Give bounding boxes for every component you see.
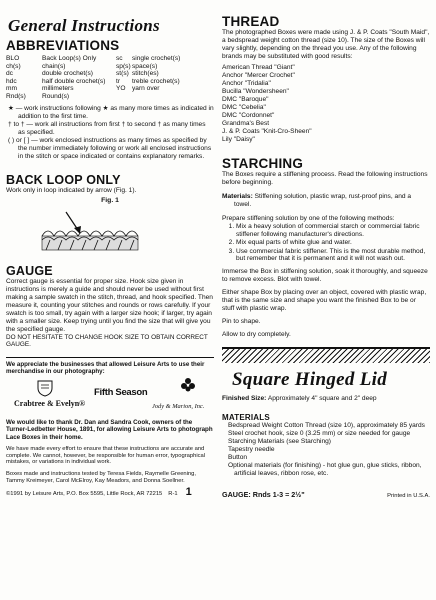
abbreviation-code: Rnd(s) xyxy=(6,92,26,100)
copyright-text: ©1991 by Leisure Arts, P.O. Box 5595, Little Rock, AR 72215 xyxy=(6,490,163,497)
starching-immerse: Immerse the Box in stiffening solution, soak it thoroughly, and squeeze to remove excess. Blot with towel. xyxy=(222,267,428,283)
page-number: 1 xyxy=(185,485,192,498)
thread-text: The photographed Boxes were made using J. & P. Coats "South Maid", a bedspread weight cotton thread (size 10). The size of the Boxes will vary slightly, depending on the thread you use. Any of the following brands may be substituted with good results: xyxy=(222,29,430,60)
back-loop-illustration xyxy=(6,206,212,260)
lid-material-item: Tapestry needle xyxy=(228,445,275,453)
abbreviation-meaning xyxy=(132,93,212,101)
printed-in: Printed in U.S.A. xyxy=(387,492,430,499)
abbreviation-code: hdc xyxy=(6,77,17,85)
symbol-notes xyxy=(6,105,214,161)
lid-material-item: Button xyxy=(228,453,248,461)
fig-1-label: Fig. 1 xyxy=(101,196,119,204)
abbreviation-meaning: millimeters xyxy=(42,85,74,93)
gauge-caps-note: DO NOT HESITATE TO CHANGE HOOK SIZE TO OBTAIN CORRECT GAUGE. xyxy=(6,333,208,349)
abbreviation-meaning: Back Loop(s) Only xyxy=(42,55,97,62)
lid-material-item: Bedspread Weight Cotton Thread (size 10), approximately 85 yards xyxy=(228,421,425,429)
gauge-text: Correct gauge is essential for proper size. Hook size given in instructions is merely a guide and should never be used without first making a sample swatch in the stitch, thread, and hook specified. Then measure it, counting your stitches and rounds or rows carefully. If your swatch is too small, try again with a larger size hook; if larger, try again with a smaller size. Keep trying until you find the size that will give you the specified gauge. xyxy=(6,277,213,333)
abbreviation-meaning: chain(s) xyxy=(42,62,66,70)
thread-heading: THREAD xyxy=(222,14,280,29)
abbreviation-meaning: stitch(es) xyxy=(132,70,159,78)
abbreviation-code: BLO xyxy=(6,55,20,62)
crabtree-evelyn-logo: Crabtree & Evelyn® xyxy=(14,399,86,409)
thread-brand-item: Lily "Daisy" xyxy=(222,136,255,143)
sponsors-intro: We appreciate the businesses that allowed Leisure Arts to use their merchandise in our photography: xyxy=(6,360,205,375)
abbreviation-code: sp(s) xyxy=(116,62,131,70)
thread-brand-item: Grandma's Best xyxy=(222,120,270,127)
sponsor-logos xyxy=(6,375,214,419)
abbreviation-code: YO xyxy=(116,85,126,93)
lid-material-item: Starching Materials (see Starching) xyxy=(228,437,331,445)
right-column xyxy=(222,0,430,500)
back-loop-only-heading: BACK LOOP ONLY xyxy=(6,172,121,187)
abbreviation-code: ch(s) xyxy=(6,62,21,70)
copyright-line xyxy=(6,486,214,498)
starching-materials-text: Stiffening solution, plastic wrap, rust-proof pins, and a towel. xyxy=(234,193,412,208)
abbreviation-meaning: space(s) xyxy=(132,62,158,70)
star-note: ★ — work instructions following ★ as many more times as indicated in addition to the first time. xyxy=(8,104,214,120)
starching-dry: Allow to dry completely. xyxy=(222,330,291,338)
starching-method-item: 1. Mix a heavy solution of commercial starch or commercial fabric stiffener following manufacturer's directions. xyxy=(236,223,430,238)
thread-brand-item: J. & P. Coats "Knit-Cro-Sheen" xyxy=(222,128,312,135)
abbreviation-code xyxy=(116,93,132,101)
thread-brand-list xyxy=(222,64,430,144)
thread-brand-item: DMC "Baroque" xyxy=(222,96,269,103)
sponsors-divider xyxy=(6,357,214,358)
lid-gauge: GAUGE: Rnds 1-3 = 2½" xyxy=(222,489,305,499)
starching-materials-label: Materials: xyxy=(222,193,253,200)
starching-prepare: Prepare stiffening solution by one of the following methods: xyxy=(222,215,395,222)
finished-size xyxy=(222,395,430,403)
brackets-note: ( ) or [ ] — work enclosed instructions as many times as specified by the number immediately following or work all enclosed instructions in the stitch or space indicated or contains explanatory remarks. xyxy=(8,136,212,160)
square-hinged-lid-title: Square Hinged Lid xyxy=(232,368,388,390)
thread-brand-item: DMC "Cebelia" xyxy=(222,104,266,111)
accuracy-text: We have made every effort to ensure that these instructions are accurate and complete. We cannot, however, be responsible for human error, typographical mistakes, or variations in individual work. xyxy=(6,445,206,466)
abbreviation-meaning: yarn over xyxy=(132,85,160,93)
finished-size-text: Approximately 4" square and 2" deep xyxy=(267,394,377,402)
abbreviation-code: sc xyxy=(116,55,123,62)
abbreviation-meaning: half double crochet(s) xyxy=(42,77,106,85)
abbreviation-code: tr xyxy=(116,77,121,85)
lid-materials-list xyxy=(222,422,430,478)
thread-brand-item: Anchor "Mercer Crochet" xyxy=(222,72,295,79)
abbreviations-table xyxy=(6,55,214,101)
starching-methods xyxy=(222,223,430,263)
general-instructions-title: General Instructions xyxy=(8,16,160,35)
materials-heading: MATERIALS xyxy=(222,412,270,422)
abbreviation-code: mm xyxy=(6,85,17,93)
abbreviation-meaning: treble crochet(s) xyxy=(132,77,180,85)
starching-method-item: 3. Use commercial fabric stiffener. This is the most durable method, but remember that it is permanent and it will not wash out. xyxy=(236,248,430,263)
back-loop-only-text: Work only in loop indicated by arrow (Fig. 1). xyxy=(6,186,137,194)
jody-marion-logo: Jody & Marion, Inc. xyxy=(152,403,205,411)
starching-materials xyxy=(222,193,430,209)
jody-marion-flower-icon xyxy=(180,377,196,393)
left-column xyxy=(6,0,214,498)
lid-material-item: Optional materials (for finishing) - hot glue gun, glue sticks, ribbon, artificial leaves, ribbon rose, etc. xyxy=(228,461,422,477)
abbreviation-code: st(s) xyxy=(116,70,129,78)
abbreviation-meaning: single crochet(s) xyxy=(132,55,181,62)
thread-brand-item: American Thread "Giant" xyxy=(222,64,295,71)
starching-pin: Pin to shape. xyxy=(222,317,261,325)
starching-heading: STARCHING xyxy=(222,156,304,171)
product-code: R-1 xyxy=(168,490,178,497)
crabtree-crest-icon xyxy=(36,379,54,397)
abbreviation-meaning: double crochet(s) xyxy=(42,70,93,78)
gauge-heading: GAUGE xyxy=(6,263,53,278)
finished-size-label: Finished Size: xyxy=(222,394,267,402)
dagger-note: † to † — work all instructions from first † to second † as many times as specified. xyxy=(8,120,206,136)
starching-shape: Either shape Box by placing over an object, covered with plastic wrap, that is the same size and shape you want the finished Box to be or stuff with plastic wrap. xyxy=(222,288,427,312)
fifth-season-logo: Fifth Season xyxy=(94,387,148,399)
thanks-text: We would like to thank Dr. Dan and Sandra Cook, owners of the Turner-Ledbetter House, 1891, for allowing Leisure Arts to photograph Lace Boxes in their home. xyxy=(6,419,213,441)
starching-method-item: 2. Mix equal parts of white glue and water. xyxy=(236,239,430,247)
thread-brand-item: DMC "Cordonnet" xyxy=(222,112,275,119)
abbreviation-code: dc xyxy=(6,70,13,78)
decorative-band xyxy=(222,347,430,363)
starching-intro: The Boxes require a stiffening process. Read the following instructions before beginning. xyxy=(222,171,428,186)
abbreviations-heading: ABBREVIATIONS xyxy=(6,38,120,53)
abbreviation-meaning: Round(s) xyxy=(42,92,70,100)
lid-material-item: Steel crochet hook, size 0 (3.25 mm) or size needed for gauge xyxy=(228,429,411,437)
thread-brand-item: Bucilla "Wondersheen" xyxy=(222,88,289,95)
lid-footer xyxy=(222,490,430,500)
thread-brand-item: Anchor "Tridalia" xyxy=(222,80,271,87)
testers-text: Boxes made and instructions tested by Teresa Fields, Raymelle Greening, Tammy Kreimeyer, Carol McElroy, Kay Meadors, and Donna Soellner. xyxy=(6,471,196,484)
